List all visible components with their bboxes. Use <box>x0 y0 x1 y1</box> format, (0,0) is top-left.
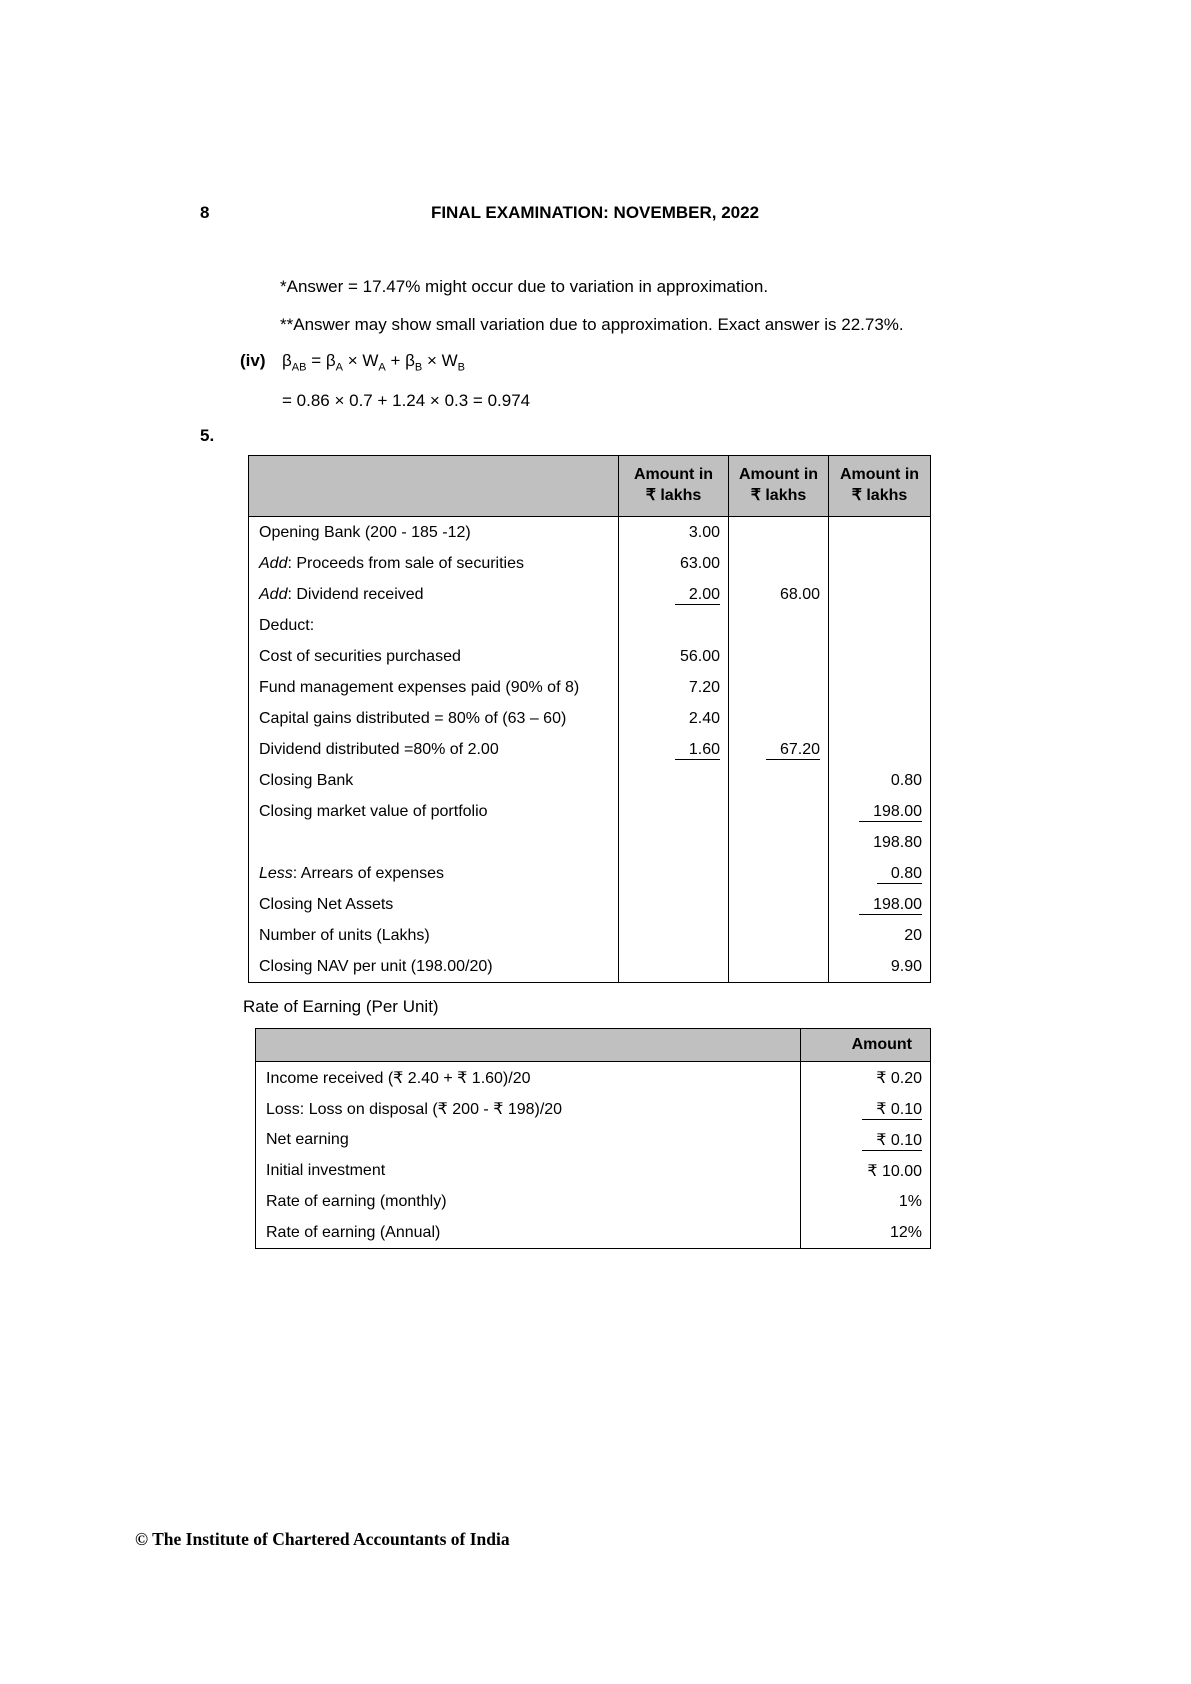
amount-cell: ₹ 0.20 <box>801 1062 931 1094</box>
rate-of-earning-heading: Rate of Earning (Per Unit) <box>243 997 439 1016</box>
subscript-ab: AB <box>291 361 307 374</box>
amount-cell <box>729 796 829 827</box>
row-label: Add: Dividend received <box>249 579 619 610</box>
row-label: Closing Net Assets <box>249 889 619 920</box>
beta-symbol: β <box>282 351 292 370</box>
table1-row <box>249 641 931 672</box>
table1-row <box>249 548 931 579</box>
amount-cell: 2.00 <box>619 579 729 610</box>
amount-cell <box>729 951 829 983</box>
amount-cell: 1% <box>801 1186 931 1217</box>
amount-cell: 2.40 <box>619 703 729 734</box>
amount-cell: 198.00 <box>829 889 931 920</box>
row-label: Add: Proceeds from sale of securities <box>249 548 619 579</box>
amount-cell <box>829 641 931 672</box>
rate-of-earning-table <box>255 1028 931 1249</box>
table1-row <box>249 579 931 610</box>
amount-cell <box>729 765 829 796</box>
row-label: Capital gains distributed = 80% of (63 – 60) <box>249 703 619 734</box>
amount-cell: 63.00 <box>619 548 729 579</box>
subscript-a: A <box>378 361 386 374</box>
amount-cell <box>829 734 931 765</box>
amount-cell <box>829 579 931 610</box>
amount-cell <box>619 951 729 983</box>
amount-cell: 3.00 <box>619 517 729 549</box>
amount-cell: 56.00 <box>619 641 729 672</box>
amount-cell: 198.80 <box>829 827 931 858</box>
row-label: Initial investment <box>256 1155 801 1186</box>
row-label: Cost of securities purchased <box>249 641 619 672</box>
table2-row <box>256 1062 931 1094</box>
beta-symbol: β <box>325 351 336 370</box>
header-amount: Amount <box>801 1029 931 1062</box>
amount-cell <box>829 548 931 579</box>
amount-cell <box>729 610 829 641</box>
amount-cell <box>829 703 931 734</box>
row-label: Income received (₹ 2.40 + ₹ 1.60)/20 <box>256 1062 801 1094</box>
amount-cell <box>729 920 829 951</box>
item-iv-label: (iv) <box>240 351 266 370</box>
row-label: Closing market value of portfolio <box>249 796 619 827</box>
subscript-a: A <box>335 361 343 374</box>
amount-cell: 67.20 <box>729 734 829 765</box>
formula-line-2: = 0.86 × 0.7 + 1.24 × 0.3 = 0.974 <box>282 391 531 410</box>
table1-row <box>249 517 931 549</box>
amount-cell <box>729 641 829 672</box>
amount-cell: 9.90 <box>829 951 931 983</box>
table2-row <box>256 1155 931 1186</box>
subscript-b: B <box>457 361 465 374</box>
row-label: Closing Bank <box>249 765 619 796</box>
note-answer-1: *Answer = 17.47% might occur due to variation in approximation. <box>280 277 769 296</box>
row-label: Dividend distributed =80% of 2.00 <box>249 734 619 765</box>
row-label: Fund management expenses paid (90% of 8) <box>249 672 619 703</box>
amount-cell <box>729 517 829 549</box>
amount-cell: ₹ 0.10 <box>801 1124 931 1155</box>
page-title: FINAL EXAMINATION: NOVEMBER, 2022 <box>430 203 760 222</box>
amount-cell: 7.20 <box>619 672 729 703</box>
page-header <box>200 203 990 223</box>
row-label: Deduct: <box>249 610 619 641</box>
amount-cell <box>619 610 729 641</box>
amount-cell <box>729 827 829 858</box>
amount-cell <box>619 827 729 858</box>
amount-cell <box>619 796 729 827</box>
table1-row <box>249 672 931 703</box>
amount-cell <box>729 672 829 703</box>
amount-cell: 12% <box>801 1217 931 1249</box>
row-label: Number of units (Lakhs) <box>249 920 619 951</box>
subscript-b: B <box>414 361 423 374</box>
amount-cell: ₹ 10.00 <box>801 1155 931 1186</box>
amount-cell <box>619 765 729 796</box>
beta-symbol: β <box>405 351 415 370</box>
amount-cell <box>729 548 829 579</box>
copyright-footer: © The Institute of Chartered Accountants of India <box>135 1529 510 1549</box>
row-label: Rate of earning (Annual) <box>256 1217 801 1249</box>
row-label: Closing NAV per unit (198.00/20) <box>249 951 619 983</box>
table1-row <box>249 951 931 983</box>
times-w: × W <box>342 351 379 370</box>
amount-cell <box>619 920 729 951</box>
table1-row <box>249 703 931 734</box>
header-blank-cell <box>249 456 619 517</box>
amount-cell <box>619 889 729 920</box>
header-amount-col1: Amount in ₹ lakhs <box>619 456 729 517</box>
table1-row <box>249 920 931 951</box>
table1-row <box>249 796 931 827</box>
amount-cell <box>729 889 829 920</box>
amount-cell: ₹ 0.10 <box>801 1093 931 1124</box>
row-label: Opening Bank (200 - 185 -12) <box>249 517 619 549</box>
table1-row <box>249 858 931 889</box>
header-amount-col3: Amount in ₹ lakhs <box>829 456 931 517</box>
table1-row <box>249 734 931 765</box>
fund-cash-flow-table <box>248 455 931 983</box>
table1-header-row <box>249 456 931 517</box>
table2-row <box>256 1186 931 1217</box>
row-label: Loss: Loss on disposal (₹ 200 - ₹ 198)/20 <box>256 1093 801 1124</box>
table1-row <box>249 827 931 858</box>
formula-line-1 <box>240 351 465 373</box>
plus-sign: + <box>385 351 406 370</box>
amount-cell: 20 <box>829 920 931 951</box>
note-answer-2: **Answer may show small variation due to approximation. Exact answer is 22.73%. <box>280 315 904 334</box>
page-number: 8 <box>200 203 210 222</box>
table2-row <box>256 1217 931 1249</box>
table1-row <box>249 889 931 920</box>
row-label: Net earning <box>256 1124 801 1155</box>
equals-sign: = <box>306 351 326 370</box>
table2-header-row <box>256 1029 931 1062</box>
amount-cell <box>729 703 829 734</box>
amount-cell: 0.80 <box>829 765 931 796</box>
row-label: Less: Arrears of expenses <box>249 858 619 889</box>
amount-cell: 0.80 <box>829 858 931 889</box>
table1-row <box>249 765 931 796</box>
amount-cell <box>619 858 729 889</box>
table2-row <box>256 1093 931 1124</box>
amount-cell <box>829 517 931 549</box>
amount-cell <box>729 858 829 889</box>
row-label: Rate of earning (monthly) <box>256 1186 801 1217</box>
table1-row <box>249 610 931 641</box>
row-label <box>249 827 619 858</box>
amount-cell: 1.60 <box>619 734 729 765</box>
amount-cell <box>829 672 931 703</box>
header-blank-cell <box>256 1029 801 1062</box>
amount-cell <box>829 610 931 641</box>
times-w: × W <box>422 351 458 370</box>
amount-cell: 68.00 <box>729 579 829 610</box>
amount-cell: 198.00 <box>829 796 931 827</box>
header-amount-col2: Amount in ₹ lakhs <box>729 456 829 517</box>
question-5-label: 5. <box>200 426 215 445</box>
beta-formula <box>282 351 465 374</box>
table2-row <box>256 1124 931 1155</box>
